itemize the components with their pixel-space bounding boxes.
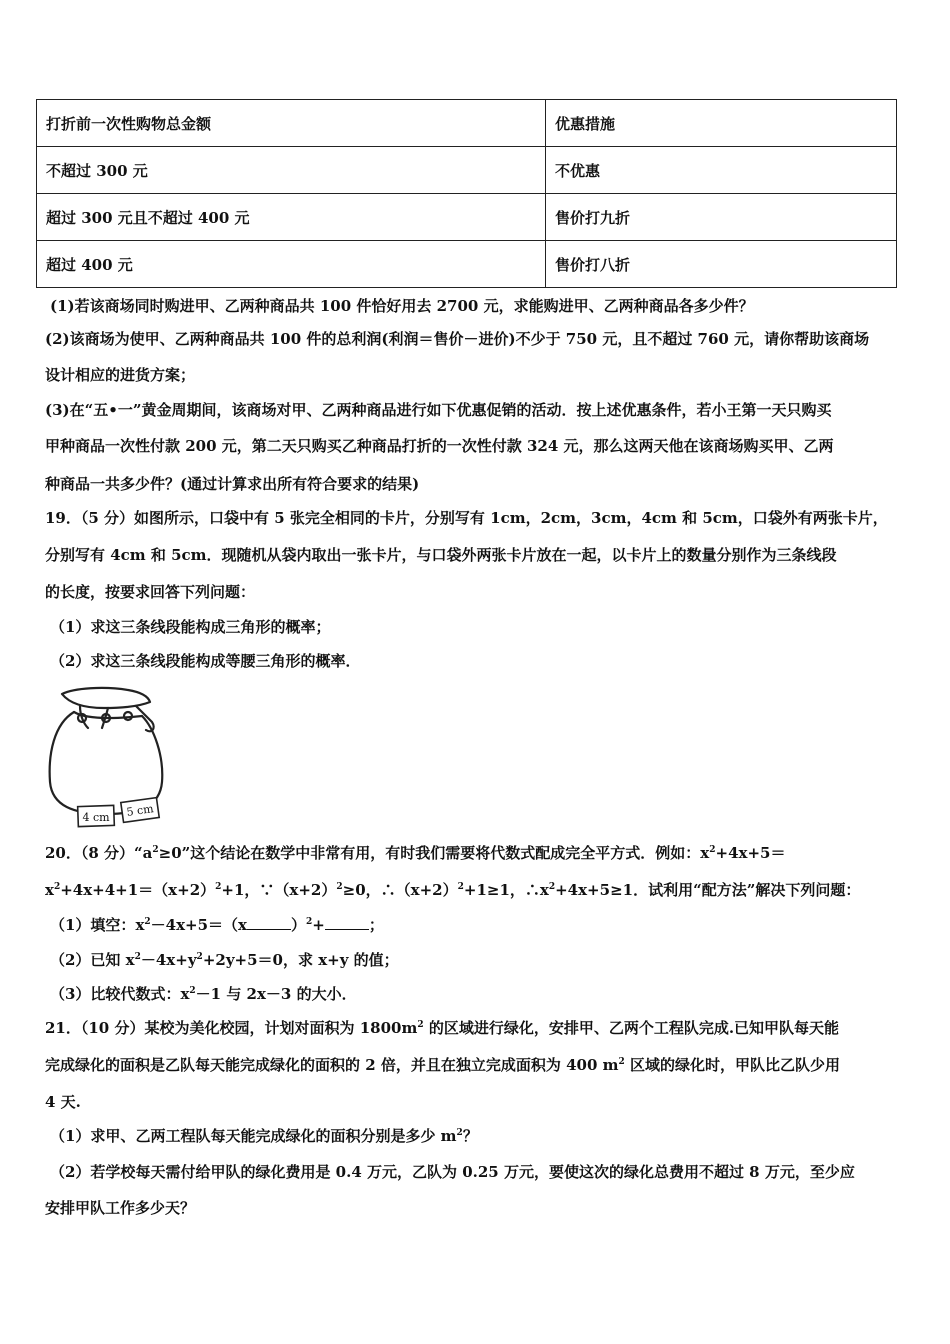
q20-sub3: （3）比较代数式：$x^2-1$ 与 2x－3 的大小． [50,985,357,1003]
table-row [37,147,897,194]
q21-sub2-line2: 安排甲队工作多少天？ [45,1199,196,1217]
table-cell: 不超过 300 元 [37,147,546,194]
card-5cm-label: 5 cm [125,802,155,819]
q21-stem-line1: 21．（10 分）某校为美化校园，计划对面积为 $1800m^2$ 的区域进行绿化，安排甲、乙两个工程队完成.已知甲队每天能 [45,1019,840,1037]
q18-part3-line1: (3)在“五•一”黄金周期间，该商场对甲、乙两种商品进行如下优惠促销的活动．按上述优惠条件，若小王第一天只购买 [45,401,832,419]
q18-part1: (1)若该商场同时购进甲、乙两种商品共 100 件恰好用去 2700 元，求能购进甲、乙两种商品各多少件？ [50,297,754,315]
discount-table [36,99,897,288]
bag-cards [78,798,160,827]
table-cell: 售价打八折 [546,241,897,288]
table-cell: 超过 400 元 [37,241,546,288]
q20-sub2: （2）已知 $x^2-4x+y^2+2y+5=0$，求 x+y 的值； [50,951,399,969]
q20-stem-line1: 20．（8 分）“$a^2\ge 0$”这个结论在数学中非常有用，有时我们需要将代数式配成完全平方式．例如：$x^2+4x+5=$ [45,844,786,862]
table-cell: 优惠措施 [546,100,897,147]
q19-stem-line1: 19．（5 分）如图所示，口袋中有 5 张完全相同的卡片，分别写有 1cm，2cm，3cm，4cm 和 5cm，口袋外有两张卡片， [45,509,888,527]
q18-part3-line2: 甲种商品一次性付款 200 元，第二天只购买乙种商品打折的一次性付款 324 元，那么这两天他在该商场购买甲、乙两 [45,437,834,455]
answer-blank-2[interactable] [325,915,369,930]
answer-blank-1[interactable] [247,915,291,930]
table-header-row [37,100,897,147]
q18-part3-line3: 种商品一共多少件？(通过计算求出所有符合要求的结果) [45,475,420,493]
q19-stem-line2: 分别写有 4cm 和 5cm．现随机从袋内取出一张卡片，与口袋外两张卡片放在一起，以卡片上的数量分别作为三条线段 [45,546,837,564]
q19-sub1: （1）求这三条线段能构成三角形的概率； [50,618,331,636]
q19-stem-line3: 的长度，按要求回答下列问题： [45,583,256,601]
q18-part2-line1: (2)该商场为使甲、乙两种商品共 100 件的总利润(利润＝售价－进价)不少于 750 元，且不超过 760 元，请你帮助该商场 [45,330,870,348]
q21-sub1: （1）求甲、乙两工程队每天能完成绿化的面积分别是多少 $m^2$？ [50,1127,478,1145]
table-cell: 超过 300 元且不超过 400 元 [37,194,546,241]
bag-neck [62,688,150,708]
q20-sub1: （1）填空：$x^2-4x+5=(x$ ）$^2$+ ； [50,916,384,934]
table-row [37,241,897,288]
table-row [37,194,897,241]
q21-stem-line2: 完成绿化的面积是乙队每天能完成绿化的面积的 2 倍，并且在独立完成面积为 400 $m^2$ 区域的绿化时，甲队比乙队少用 [45,1056,841,1074]
q20-stem-line2: $x^2+4x+4+1=(x+2)^2+1$，$\because(x+2)^2\ge 0$，$\therefore(x+2)^2+1\ge 1$，$\therefore x^2+4x+5\ge 1$．试利用“配方法”解决下列问题： [45,881,861,899]
bag-illustration [44,684,170,832]
table-cell: 不优惠 [546,147,897,194]
q21-stem-line3: 4 天. [45,1093,81,1111]
q21-sub2-line1: （2）若学校每天需付给甲队的绿化费用是 0.4 万元，乙队为 0.25 万元，要使这次的绿化总费用不超过 8 万元，至少应 [50,1163,855,1181]
table-cell: 打折前一次性购物总金额 [37,100,546,147]
table-cell: 售价打九折 [546,194,897,241]
q19-sub2: （2）求这三条线段能构成等腰三角形的概率． [50,652,361,670]
card-4cm-label: 4 cm [82,811,110,824]
q18-part2-line2: 设计相应的进货方案； [45,366,196,384]
